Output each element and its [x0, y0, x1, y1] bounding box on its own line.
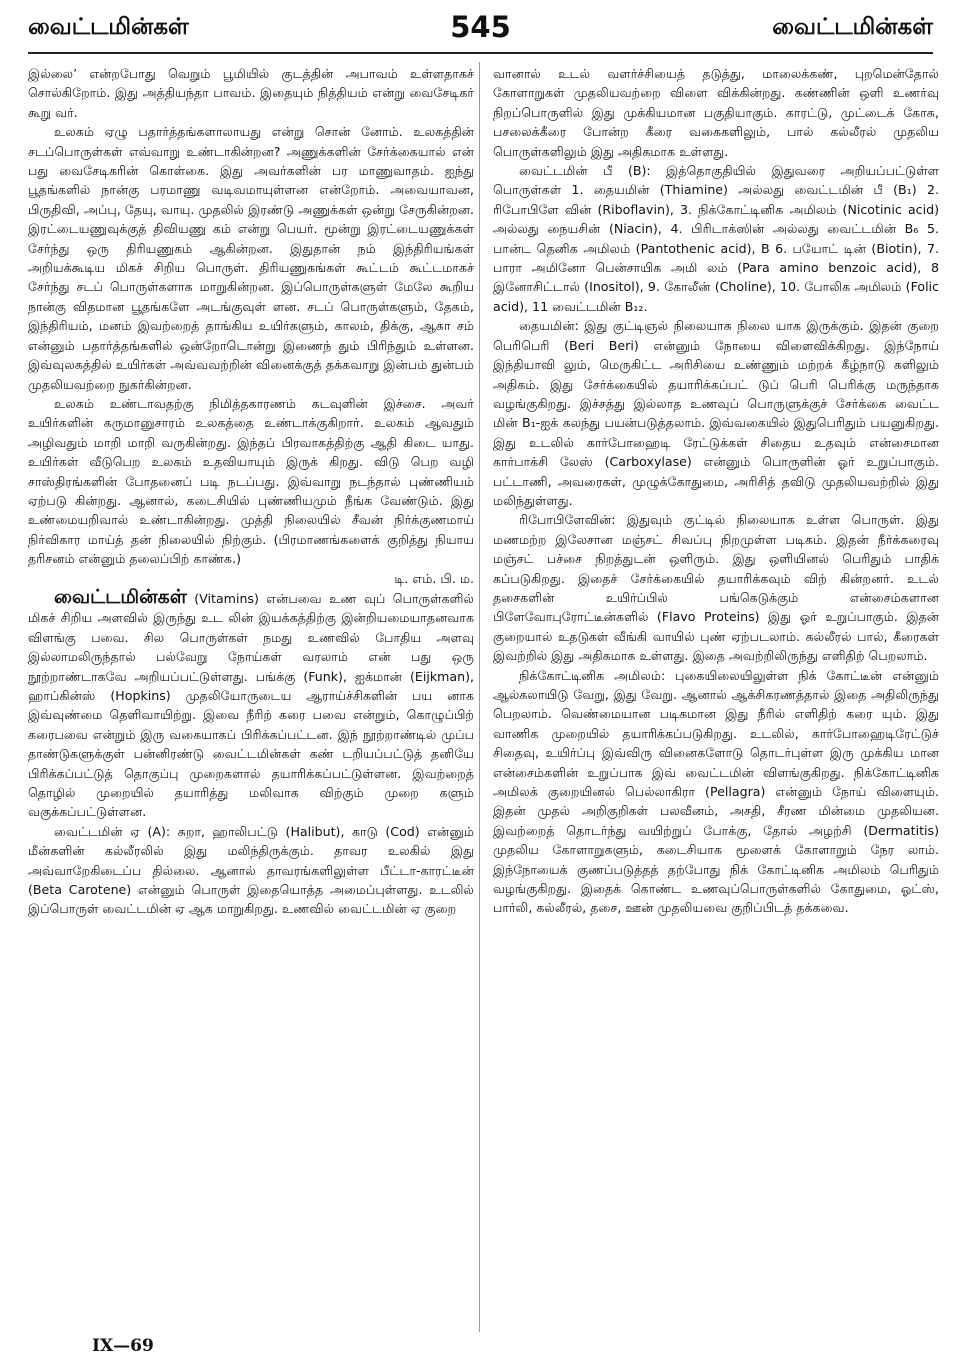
column-divider — [479, 62, 480, 1332]
paragraph: வைட்டமின் பீ (B): இத்தொகுதியில் இதுவரை அறியப்பட்டுள்ள பொருள்கள் 1. தையமின் (Thiamine) அல்லது வைட்டமின் பீ (B₁) 2. ரிபோபிளே வின் (Riboflavin), 3. நிக்கோட்டினிக அமிலம் (Nicotinic acid) அல்லது நையசின் (Niacin), 4. பிரிடாக்ஸின் அல்லது வைட்டமின் B₆ 5. பான்ட தெனிக அமிலம் (Pantothenic acid), B 6. பயோட் டின் (Biotin), 7. பாரா அமினோ பென்சாயிக அமி லம் (Para amino benzoic acid), 8 இனோசிட்டால் (Inositol), 9. கோலீன் (Choline), 10. போலிக அமிலம் (Folic acid), 11 வைட்டமின் B₁₂. — [493, 163, 939, 314]
running-head-left: வைட்டமின்கள் — [28, 14, 189, 40]
entry-term: வைட்டமின்கள் — [54, 585, 187, 608]
author-signature: டி. எம். பி. ம. — [394, 570, 474, 586]
right-column — [493, 64, 939, 1336]
entry-text: (Vitamins) என்பவை உண வுப் பொருள்களில் மிகச் சிறிய அளவில் இருந்து உட லின் இயக்கத்திற்கு இன்றியமையாதனவாக விளங்கு பவை. சில பொருள்கள் நமது உணவில் போதிய அளவு இல்லாமலிருந்தால் பல்வேறு நோய்கள் வரலாம் என் பது ஒரு நூற்றாண்டாகவே அறியப்பட்டுள்ளது. பங்க்கு (Funk), ஐக்மான் (Eijkman), ஹாப்கின்ஸ் (Hopkins) முதலியோருடைய ஆராய்ச்சிகளின் பய னாக இவ்வுண்மை தெளிவாயிற்று. இவை நீரிற் கரை பவை என்றும், கொழுப்பிற் கரைபவை என்றும் இரு வகையாகப் பிரிக்கப்பட்டன. இந் நூற்றாண்டில் முப்ப தாண்டுகளுக்குள் பன்னிரண்டு வைட்டமின்கள் கண் டறியப்பட்டுத் தனியே பிரிக்கப்பட்டுத் தொகுப்பு முறைகளால் தயாரிக்கப்பட்டுள்ளன. இவற்றைத் தொழில் முறையில் தயாரித்து மலிவாக விற்கும் முறை களும் வகுக்கப்பட்டுள்ளன. — [28, 590, 474, 820]
paragraph: ரிபோபிளேவின்: இதுவும் குட்டில் நிலையாக உள்ள பொருள். இது மணமற்ற இலேசான மஞ்சட் சிவப்பு நிறமுள்ள படிகம். இதன் நீர்க்கரைவு மஞ்சட் பச்சை நிறத்துடன் ஒளிரும். இது ஒளியினல் பெரிதும் பாதிக் கப்படுகிறது. இதைச் சேர்க்கையில் தயாரிக்கவும் விற் கின்றனர். உடல் தசைகளின் உயிர்ப்பில் பங்கெடுக்கும் என்சைம்களான பிளேவோபுரோட்டீன்களில் (Flavo Proteins) இது ஓர் உறுப்பாகும். இதன் குறையால் உதடுகள் வீங்கி வாயில் புண் ஏற்படலாம். கல்லீரல் பால், கீரைகள் இவற்றில் இது அதிகமாக உள்ளது. இதை அவற்றிலிருந்து எளிதிற் பெறலாம். — [493, 512, 939, 664]
paragraph: உலகம் ஏழு பதார்த்தங்களாலாயது என்று சொன் னோம். உலகத்தின் சடப்பொருள்கள் எவ்வாறு உண்டாகின்றன? அணுக்களின் சேர்க்கையால் என் பது வைசேடிகரின் கொள்கை. இது அவர்களின் பர மாணுவாதம். ஐந்து பூதங்களில் நான்கு பரமாணு வடிவமாயுள்ளன என்றோம். அவையாவன, பிருதிவி, அப்பு, தேயு, வாயு. முதலில் இரண்டு அணுக்கள் ஒன்று சேருகின்றன. இரட்டையணுவுக்குத் திவியணு கம் என்று பெயர். மூன்று இரட்டையணுக்கள் சேர்ந்து ஒரு திரியணுகம் ஆகின்றன. இதுதான் நம் இந்திரியங்கள் அறியக்கூடிய மிகச் சிறிய பொருள். திரியணுகங்கள் கூட்டம் கூட்டமாகச் சேர்ந்து சடப் பொருள்களாக மாறுகின்றன. இப்பொருள்களுள் மேலே கூறிய நான்கு விதமான பூதங்களே அடங்குவுள் ளன. சடப் பொருள்களும், தேகம், இந்திரியம், மனம் இவற்றைத் தாங்கிய உயிர்களும், காலம், திக்கு, ஆகா சம் என்னும் பதார்த்தங்களில் ஒன்றோடொன்று இணைந் தும் பிரிந்தும் உள்ளன. இவ்வுலகத்தில் உயிர்கள் அவ்வவற்றின் வினைக்குத் தக்கவாறு இன்பம் துன்பம் முதலியவற்றை நுகர்கின்றன. — [28, 124, 474, 392]
paragraph: வானால் உடல் வளர்ச்சியைத் தடுத்து, மாலைக்கண், புறமென்தோல் கோளாறுகள் முதலியவற்றை விளை விக்கின்றது. கண்ணின் ஒளி உணர்வு நிறப்பொருளில் இது முக்கியமான பகுதியாகும். காரட்டு, முட்டைக் கோசு, பசலைக்கீரை போன்ற கீரை வகைகளிலும், பால் கல்லீரல் முதலிய பொருள்களிலும் இது அதிகமாக உள்ளது. — [493, 66, 939, 159]
entry-paragraph — [28, 585, 474, 822]
paragraph: வைட்டமின் ஏ (A): சுறா, ஹாலிபட்டு (Halibut), காடு (Cod) என்னும் மீன்களின் கல்லீரலில் இது மலிந்திருக்கும். தாவர உலகில் இது அவ்வாறேகிடைப்ப தில்லை. ஆனால் தாவரங்களிலுள்ள பீட்டா-காரட்டீன் (Beta Carotene) என்னும் பொருள் இதையொத்த அமைப்புள்ளது. உடலில் இப்பொருள் வைட்டமின் ஏ ஆக மாறுகிறது. உணவில் வைட்டமின் ஏ குறை — [28, 823, 474, 917]
page-number: 545 — [450, 10, 511, 44]
paragraph: உலகம் உண்டாவதற்கு நிமித்தகாரணம் கடவுளின் இச்சை. அவர் உயிர்களின் கருமானுசாரம் உலகத்தை உண்டாக்குகிறார். உலகம் ஆவதும் அழிவதும் மாறி மாறி வருகின்றது. இந்தப் பிரவாகத்திற்கு ஆதி கிடை யாது. உயிர்கள் வீடுபெற உலகம் உதவியாயும் இருக் கிறது. விடு பெற வழி சாஸ்திரங்களின் போதனைப் படி நடப்பது. இவ்வாறு நடந்தால் புண்ணியம் ஏற்படு கின்றது. ஆனால், கடைசியில் புண்ணியமும் நீங்க வேண்டும். இது உண்மையறிவால் உண்டாகின்றது. முத்தி நிலையில் சீவன் நிர்க்குணமாய் நிர்விகார மாய்த் தன் நிலையில் நிற்கும். (பிரமாணங்களைக் குறித்து நியாய தரிசனம் என்னும் தலைப்பிற் காண்க.) — [28, 395, 474, 567]
running-head-right: வைட்டமின்கள் — [772, 14, 933, 40]
header-rule — [28, 52, 933, 54]
page-header — [28, 10, 933, 52]
paragraph: இல்லை’ என்றபோது வெறும் பூமியில் குடத்தின் அபாவம் உள்ளதாகச் சொல்கிறோம். இது அத்தியந்தா பாவம். இதையும் நித்தியம் என்று வைசேடிகர் கூறு வர். — [28, 66, 474, 120]
paragraph: தையமின்: இது குட்டிஞல் நிலையாக நிலை யாக இருக்கும். இதன் குறை பெரிபெரி (Beri Beri) என்னும் நோயை விளைவிக்கிறது. இந்நோய் இந்தியாவி லும், மெருகிட்ட அரிசியை உண்ணும் மற்றக் கீழ்நாடு களிலும் அதிகம். இது சேர்க்கையில் தயாரிக்கப்பட் டுப் பெரி பெரிக்கு மருந்தாக வழங்குகிறது. இச்சத்து இல்லாத உணவுப் பொருளுக்குச் சேர்க்கை வைட்ட மின் B₁-ஐக் கலந்து பயன்படுத்தலாம். இவ்வகையில் இதுபெரிதும் பயனுகிறது. இது உடலில் கார்போஹைடி ரேட்டுக்கள் சிதைய உதவும் என்சைமான கார்பாக்சி லேஸ் (Carboxylase) என்னும் பொருளின் ஓர் உறுப்பாகும். பட்டாணி, அவரைகள், முழுக்கோதுமை, அரிசித் தவிடு முதலியவற்றில் இது மலிந்துள்ளது. — [493, 318, 939, 508]
paragraph: நிக்கோட்டினிக அமிலம்: புகையிலையிலுள்ள நிக் கோட்டீன் என்னும் ஆல்கலாயிடு வேறு, இது வேறு. ஆனால் ஆக்சிகரணத்தால் இதை அதிலிருந்து பெறலாம். வெண்மையான படிகமான இது நீரில் எளிதிற் கரை யும். இது வாணிக முறையில் தயாரிக்கப்படுகிறது. உடலில், கார்போஹைடிரேட்டுச் சிதைவு, உயிர்ப்பு இவ்விரு வினைகளோடு தொடர்புள்ள இரு முக்கிய மான என்சைம்களின் உறுப்பாக இவ் வைட்டமின் விளங்குகிறது. நிக்கோட்டினிக அமிலக் குறையினல் பெல்லாகிரா (Pellagra) என்னும் நோய் விளையும். இதன் முதல் அறிகுறிகள் பலவீனம், அசதி, சீரண மின்மை முதலியன. இவற்றைத் தொடர்ந்து வயிற்றுப் போக்கு, தோல் அழற்சி (Dermatitis) முதலிய கோளாறுகளும், கடைசியாக மூளைக் கோளாறும் நேர லாம். இந்நோயைக் குணப்படுத்தத் தற்போது நிக் கோட்டினிக அமிலம் பெரிதும் வழங்குகிறது. இதைக் கொண்ட உணவுப்பொருள்களில் கோதுமை, ஓட்ஸ், பார்லி, கல்லீரல், தசை, ஊன் முதலியவை குறிப்பிடத் தக்கவை. — [493, 667, 939, 916]
volume-page-marker: IX—69 — [92, 1336, 154, 1356]
left-column — [28, 64, 474, 1336]
